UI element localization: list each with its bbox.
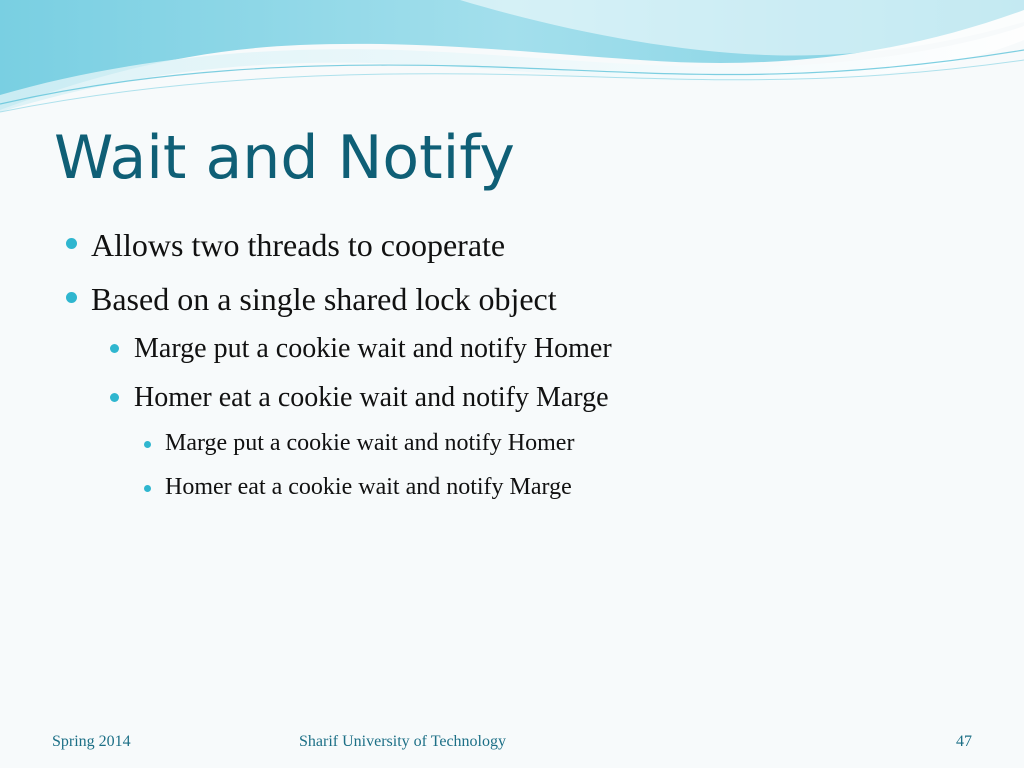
bullet-dot-icon bbox=[110, 393, 119, 402]
bullet-dot-icon bbox=[144, 441, 151, 448]
bullet-item: Homer eat a cookie wait and notify Marge bbox=[134, 382, 609, 413]
bullet-dot-icon bbox=[144, 485, 151, 492]
footer-page-number: 47 bbox=[956, 733, 972, 750]
bullet-item: Allows two threads to cooperate bbox=[91, 227, 506, 263]
bullet-item: Marge put a cookie wait and notify Homer bbox=[134, 333, 612, 364]
bullet-item: Marge put a cookie wait and notify Homer bbox=[165, 430, 575, 456]
slide-title: Wait and Notify bbox=[54, 123, 515, 193]
bullet-item: Based on a single shared lock object bbox=[91, 281, 557, 317]
bullet-item: Homer eat a cookie wait and notify Marge bbox=[165, 474, 572, 500]
footer-institution: Sharif University of Technology bbox=[299, 733, 506, 750]
footer-date: Spring 2014 bbox=[52, 733, 131, 750]
bullet-dot-icon bbox=[110, 344, 119, 353]
bullet-dot-icon bbox=[66, 292, 77, 303]
bullet-dot-icon bbox=[66, 238, 77, 249]
